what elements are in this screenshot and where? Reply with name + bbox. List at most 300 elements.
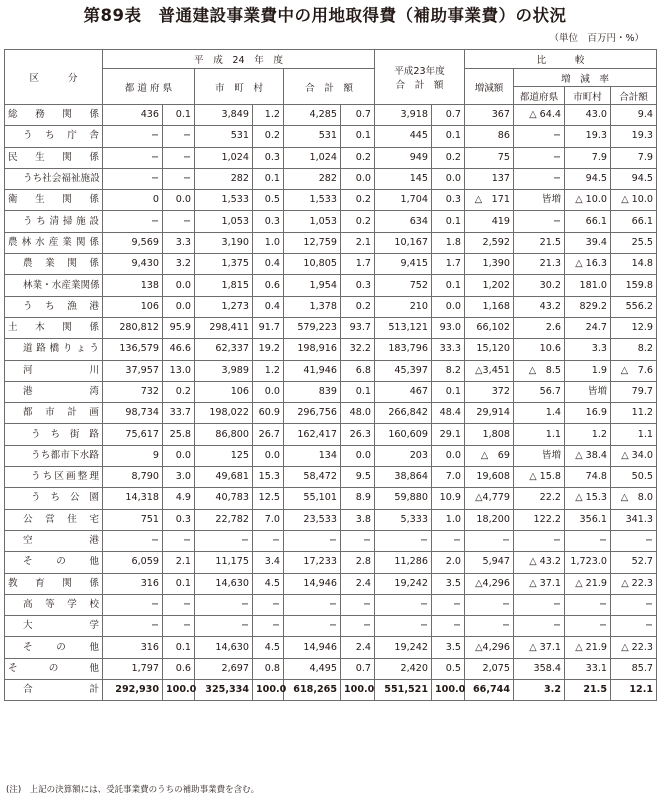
value-cell: 0: [103, 190, 163, 211]
value-cell: 33.1: [565, 658, 611, 679]
value-cell: 0.0: [341, 445, 375, 466]
value-cell: 0.1: [163, 573, 195, 594]
value-cell: 1,533: [195, 190, 253, 211]
value-cell: △ 8.5: [514, 360, 565, 381]
value-cell: 12.9: [611, 317, 657, 338]
value-cell: 91.7: [253, 317, 284, 338]
row-label: 空港: [5, 530, 103, 551]
value-cell: 95.9: [163, 317, 195, 338]
value-cell: 45,397: [375, 360, 432, 381]
value-cell: 75: [465, 147, 514, 168]
value-cell: 1,273: [195, 296, 253, 317]
value-cell: 1.7: [432, 254, 465, 275]
value-cell: 8.2: [611, 339, 657, 360]
value-cell: 372: [465, 381, 514, 402]
value-cell: 531: [284, 126, 341, 147]
table-row: [5, 530, 657, 551]
value-cell: 436: [103, 105, 163, 126]
row-label: 土木関係: [5, 317, 103, 338]
value-cell: 829.2: [565, 296, 611, 317]
value-cell: △ 15.8: [514, 467, 565, 488]
value-cell: 100.0: [163, 680, 195, 701]
value-cell: 2.8: [341, 552, 375, 573]
value-cell: 0.1: [341, 381, 375, 402]
value-cell: 皆増: [514, 190, 565, 211]
value-cell: 4,495: [284, 658, 341, 679]
value-cell: 93.0: [432, 317, 465, 338]
value-cell: △ 7.6: [611, 360, 657, 381]
value-cell: −: [514, 168, 565, 189]
value-cell: 1,024: [284, 147, 341, 168]
value-cell: 66.1: [565, 211, 611, 232]
value-cell: 6,059: [103, 552, 163, 573]
value-cell: 41,946: [284, 360, 341, 381]
row-label: うち社会福祉施設: [5, 168, 103, 189]
value-cell: 74.8: [565, 467, 611, 488]
value-cell: 2.4: [341, 637, 375, 658]
value-cell: 9,569: [103, 232, 163, 253]
value-cell: 11.2: [611, 403, 657, 424]
value-cell: 0.1: [341, 126, 375, 147]
value-cell: −: [465, 616, 514, 637]
value-cell: 19.3: [611, 126, 657, 147]
value-cell: 160,609: [375, 424, 432, 445]
value-cell: 1.8: [432, 232, 465, 253]
value-cell: 3.2: [163, 254, 195, 275]
row-label: その他: [5, 552, 103, 573]
table-row: [5, 168, 657, 189]
value-cell: −: [465, 594, 514, 615]
value-cell: 1,723.0: [565, 552, 611, 573]
value-cell: 3,918: [375, 105, 432, 126]
value-cell: 3.4: [253, 552, 284, 573]
value-cell: 3,989: [195, 360, 253, 381]
value-cell: 419: [465, 211, 514, 232]
value-cell: 43.2: [514, 296, 565, 317]
table-row: [5, 339, 657, 360]
value-cell: 5,947: [465, 552, 514, 573]
value-cell: △ 15.3: [565, 488, 611, 509]
value-cell: 316: [103, 637, 163, 658]
value-cell: 6.8: [341, 360, 375, 381]
value-cell: −: [514, 616, 565, 637]
value-cell: −: [103, 616, 163, 637]
value-cell: −: [611, 616, 657, 637]
value-cell: 2.4: [341, 573, 375, 594]
value-cell: 1.0: [432, 509, 465, 530]
value-cell: 21.3: [514, 254, 565, 275]
value-cell: 94.5: [611, 168, 657, 189]
value-cell: 1,168: [465, 296, 514, 317]
value-cell: −: [514, 530, 565, 551]
value-cell: 3,849: [195, 105, 253, 126]
value-cell: 14,630: [195, 637, 253, 658]
fy23-header-line2: 合 計 額: [395, 80, 444, 91]
page-title: 第89表 普通建設事業費中の用地取得費（補助事業費）の状況: [83, 6, 567, 25]
value-cell: 2.0: [432, 552, 465, 573]
value-cell: 0.3: [253, 147, 284, 168]
value-cell: 29,914: [465, 403, 514, 424]
table-row: [5, 254, 657, 275]
value-cell: −: [432, 594, 465, 615]
value-cell: 1.0: [253, 232, 284, 253]
value-cell: △4,296: [465, 573, 514, 594]
value-cell: −: [284, 530, 341, 551]
value-cell: 3.5: [432, 637, 465, 658]
value-cell: 3.8: [341, 509, 375, 530]
value-cell: 86,800: [195, 424, 253, 445]
value-cell: 1.2: [565, 424, 611, 445]
value-cell: −: [253, 594, 284, 615]
value-cell: 0.1: [432, 275, 465, 296]
row-label: 港湾: [5, 381, 103, 402]
value-cell: 0.2: [432, 147, 465, 168]
table-row: [5, 147, 657, 168]
value-cell: 8,790: [103, 467, 163, 488]
value-cell: 531: [195, 126, 253, 147]
prefecture-header: 都 道 府 県: [103, 69, 195, 105]
value-cell: 56.7: [514, 381, 565, 402]
value-cell: 1,202: [465, 275, 514, 296]
value-cell: 46.6: [163, 339, 195, 360]
value-cell: 210: [375, 296, 432, 317]
value-cell: 7.0: [432, 467, 465, 488]
row-label: うち漁港: [5, 296, 103, 317]
value-cell: 0.3: [253, 211, 284, 232]
value-cell: 203: [375, 445, 432, 466]
value-cell: 280,812: [103, 317, 163, 338]
value-cell: 0.3: [341, 275, 375, 296]
value-cell: 137: [465, 168, 514, 189]
value-cell: 37,957: [103, 360, 163, 381]
table-row: [5, 275, 657, 296]
value-cell: △4,779: [465, 488, 514, 509]
value-cell: △ 64.4: [514, 105, 565, 126]
value-cell: 9: [103, 445, 163, 466]
value-cell: 298,411: [195, 317, 253, 338]
value-cell: −: [103, 126, 163, 147]
value-cell: 0.1: [432, 126, 465, 147]
value-cell: 1,704: [375, 190, 432, 211]
value-cell: 732: [103, 381, 163, 402]
row-label: 総務関係: [5, 105, 103, 126]
row-label: その他: [5, 637, 103, 658]
value-cell: △ 21.9: [565, 637, 611, 658]
value-cell: 2.1: [163, 552, 195, 573]
row-label: 大学: [5, 616, 103, 637]
value-cell: −: [253, 616, 284, 637]
value-cell: 14,946: [284, 637, 341, 658]
table-row: [5, 424, 657, 445]
value-cell: 0.7: [432, 105, 465, 126]
value-cell: 15,120: [465, 339, 514, 360]
table-row: [5, 381, 657, 402]
value-cell: △ 22.3: [611, 637, 657, 658]
value-cell: 2.6: [514, 317, 565, 338]
row-label: うち清掃施設: [5, 211, 103, 232]
value-cell: 15.3: [253, 467, 284, 488]
value-cell: △4,296: [465, 637, 514, 658]
value-cell: 1.2: [253, 105, 284, 126]
value-cell: 513,121: [375, 317, 432, 338]
value-cell: −: [565, 594, 611, 615]
value-cell: 29.1: [432, 424, 465, 445]
value-cell: 1.1: [611, 424, 657, 445]
value-cell: −: [163, 168, 195, 189]
value-cell: △3,451: [465, 360, 514, 381]
value-cell: −: [341, 616, 375, 637]
value-cell: 12.1: [611, 680, 657, 701]
table-row: [5, 637, 657, 658]
row-label: 衛生関係: [5, 190, 103, 211]
value-cell: 1,533: [284, 190, 341, 211]
value-cell: 445: [375, 126, 432, 147]
value-cell: 0.1: [163, 637, 195, 658]
table-row: [5, 317, 657, 338]
value-cell: 0.4: [253, 296, 284, 317]
row-label: 農業関係: [5, 254, 103, 275]
row-label: うち都市下水路: [5, 445, 103, 466]
comparison-header: 比 較: [465, 50, 657, 69]
value-cell: 367: [465, 105, 514, 126]
value-cell: 316: [103, 573, 163, 594]
value-cell: 0.0: [163, 296, 195, 317]
row-label: 林業・水産業関係: [5, 275, 103, 296]
value-cell: 48.4: [432, 403, 465, 424]
value-cell: 55,101: [284, 488, 341, 509]
value-cell: 296,756: [284, 403, 341, 424]
value-cell: 0.0: [253, 445, 284, 466]
value-cell: 0.6: [163, 658, 195, 679]
value-cell: 21.5: [565, 680, 611, 701]
value-cell: 12,759: [284, 232, 341, 253]
row-label: 河川: [5, 360, 103, 381]
value-cell: 26.3: [341, 424, 375, 445]
rate-total-header: 合計額: [611, 87, 657, 105]
value-cell: 14,946: [284, 573, 341, 594]
value-cell: 162,417: [284, 424, 341, 445]
value-cell: −: [514, 594, 565, 615]
value-cell: 52.7: [611, 552, 657, 573]
table-row: [5, 594, 657, 615]
value-cell: 13.0: [163, 360, 195, 381]
value-cell: 1,375: [195, 254, 253, 275]
value-cell: △ 10.0: [565, 190, 611, 211]
value-cell: 40,783: [195, 488, 253, 509]
value-cell: 1,808: [465, 424, 514, 445]
row-label: 教育関係: [5, 573, 103, 594]
value-cell: 19,242: [375, 573, 432, 594]
value-cell: 75,617: [103, 424, 163, 445]
table-row: [5, 552, 657, 573]
value-cell: 1,390: [465, 254, 514, 275]
table-row: [5, 658, 657, 679]
value-cell: 3.5: [432, 573, 465, 594]
value-cell: 0.2: [341, 190, 375, 211]
value-cell: 17,233: [284, 552, 341, 573]
value-cell: 0.1: [163, 105, 195, 126]
value-cell: −: [103, 211, 163, 232]
value-cell: 100.0: [432, 680, 465, 701]
value-cell: 4.9: [163, 488, 195, 509]
value-cell: 38,864: [375, 467, 432, 488]
value-cell: −: [465, 530, 514, 551]
value-cell: △ 43.2: [514, 552, 565, 573]
value-cell: 10.9: [432, 488, 465, 509]
row-label: 農林水産業関係: [5, 232, 103, 253]
value-cell: −: [514, 147, 565, 168]
value-cell: 0.0: [432, 445, 465, 466]
row-label: うち庁舎: [5, 126, 103, 147]
value-cell: 32.2: [341, 339, 375, 360]
value-cell: 0.1: [432, 381, 465, 402]
value-cell: △ 16.3: [565, 254, 611, 275]
value-cell: 0.7: [341, 105, 375, 126]
value-cell: 1,053: [195, 211, 253, 232]
table-row: [5, 573, 657, 594]
value-cell: 7.0: [253, 509, 284, 530]
row-label: 合計: [5, 680, 103, 701]
value-cell: 266,842: [375, 403, 432, 424]
value-cell: 19,242: [375, 637, 432, 658]
value-cell: 19.2: [253, 339, 284, 360]
value-cell: 292,930: [103, 680, 163, 701]
value-cell: 282: [195, 168, 253, 189]
table-row: [5, 467, 657, 488]
value-cell: 341.3: [611, 509, 657, 530]
value-cell: △ 37.1: [514, 573, 565, 594]
value-cell: 14.8: [611, 254, 657, 275]
row-label: うち街路: [5, 424, 103, 445]
table-row: [5, 211, 657, 232]
value-cell: −: [375, 530, 432, 551]
value-cell: 14,318: [103, 488, 163, 509]
value-cell: −: [284, 616, 341, 637]
row-label: 民生関係: [5, 147, 103, 168]
row-label: 道路橋りょう: [5, 339, 103, 360]
change-rate-header: 増 減 率: [514, 69, 657, 87]
value-cell: 0.0: [163, 190, 195, 211]
value-cell: −: [195, 594, 253, 615]
value-cell: 618,265: [284, 680, 341, 701]
value-cell: 181.0: [565, 275, 611, 296]
value-cell: 93.7: [341, 317, 375, 338]
value-cell: 3.2: [514, 680, 565, 701]
value-cell: 1.9: [565, 360, 611, 381]
value-cell: 8.2: [432, 360, 465, 381]
value-cell: 48.0: [341, 403, 375, 424]
value-cell: 59,880: [375, 488, 432, 509]
value-cell: 4,285: [284, 105, 341, 126]
value-cell: −: [195, 616, 253, 637]
value-cell: −: [163, 616, 195, 637]
value-cell: 634: [375, 211, 432, 232]
value-cell: −: [432, 530, 465, 551]
value-cell: 39.4: [565, 232, 611, 253]
value-cell: 19,608: [465, 467, 514, 488]
value-cell: 25.5: [611, 232, 657, 253]
value-cell: −: [253, 530, 284, 551]
value-cell: 556.2: [611, 296, 657, 317]
value-cell: 949: [375, 147, 432, 168]
value-cell: △ 38.4: [565, 445, 611, 466]
value-cell: −: [103, 594, 163, 615]
value-cell: −: [514, 211, 565, 232]
value-cell: 0.1: [432, 211, 465, 232]
table-row: [5, 296, 657, 317]
value-cell: 50.5: [611, 467, 657, 488]
value-cell: 1.2: [253, 360, 284, 381]
value-cell: 66,102: [465, 317, 514, 338]
value-cell: 16.9: [565, 403, 611, 424]
value-cell: 8.9: [341, 488, 375, 509]
value-cell: 751: [103, 509, 163, 530]
value-cell: 1,797: [103, 658, 163, 679]
value-cell: 19.3: [565, 126, 611, 147]
value-cell: 60.9: [253, 403, 284, 424]
table-row: [5, 616, 657, 637]
value-cell: 21.5: [514, 232, 565, 253]
value-cell: 62,337: [195, 339, 253, 360]
value-cell: −: [103, 530, 163, 551]
table-row: [5, 105, 657, 126]
unit-label: （単位 百万円・%）: [549, 33, 644, 44]
value-cell: 138: [103, 275, 163, 296]
value-cell: −: [284, 594, 341, 615]
value-cell: 0.3: [432, 190, 465, 211]
value-cell: −: [611, 594, 657, 615]
value-cell: 11,286: [375, 552, 432, 573]
value-cell: −: [375, 594, 432, 615]
value-cell: 1.7: [341, 254, 375, 275]
value-cell: 0.0: [163, 445, 195, 466]
value-cell: 3.3: [565, 339, 611, 360]
value-cell: 145: [375, 168, 432, 189]
value-cell: 49,681: [195, 467, 253, 488]
table-row: [5, 680, 657, 701]
value-cell: −: [514, 126, 565, 147]
value-cell: 0.8: [253, 658, 284, 679]
row-label: 公営住宅: [5, 509, 103, 530]
table-row: [5, 232, 657, 253]
fy23-header: [375, 50, 465, 105]
value-cell: 0.0: [163, 275, 195, 296]
value-cell: 33.3: [432, 339, 465, 360]
value-cell: 43.0: [565, 105, 611, 126]
row-label: 高等学校: [5, 594, 103, 615]
rate-municipality-header: 市町村: [565, 87, 611, 105]
value-cell: 1.4: [514, 403, 565, 424]
value-cell: 839: [284, 381, 341, 402]
value-cell: 1,954: [284, 275, 341, 296]
value-cell: △ 21.9: [565, 573, 611, 594]
value-cell: 3.3: [163, 232, 195, 253]
value-cell: △ 34.0: [611, 445, 657, 466]
kubun-header: 区 分: [5, 50, 103, 105]
value-cell: 325,334: [195, 680, 253, 701]
fy24-header: 平 成 24 年 度: [103, 50, 375, 69]
value-cell: 98,734: [103, 403, 163, 424]
value-cell: 0.0: [432, 168, 465, 189]
value-cell: 125: [195, 445, 253, 466]
value-cell: 3.0: [163, 467, 195, 488]
value-cell: 0.0: [432, 296, 465, 317]
total-header: 合 計 額: [284, 69, 375, 105]
value-cell: 12.5: [253, 488, 284, 509]
value-cell: 33.7: [163, 403, 195, 424]
value-cell: 25.8: [163, 424, 195, 445]
value-cell: 14,630: [195, 573, 253, 594]
